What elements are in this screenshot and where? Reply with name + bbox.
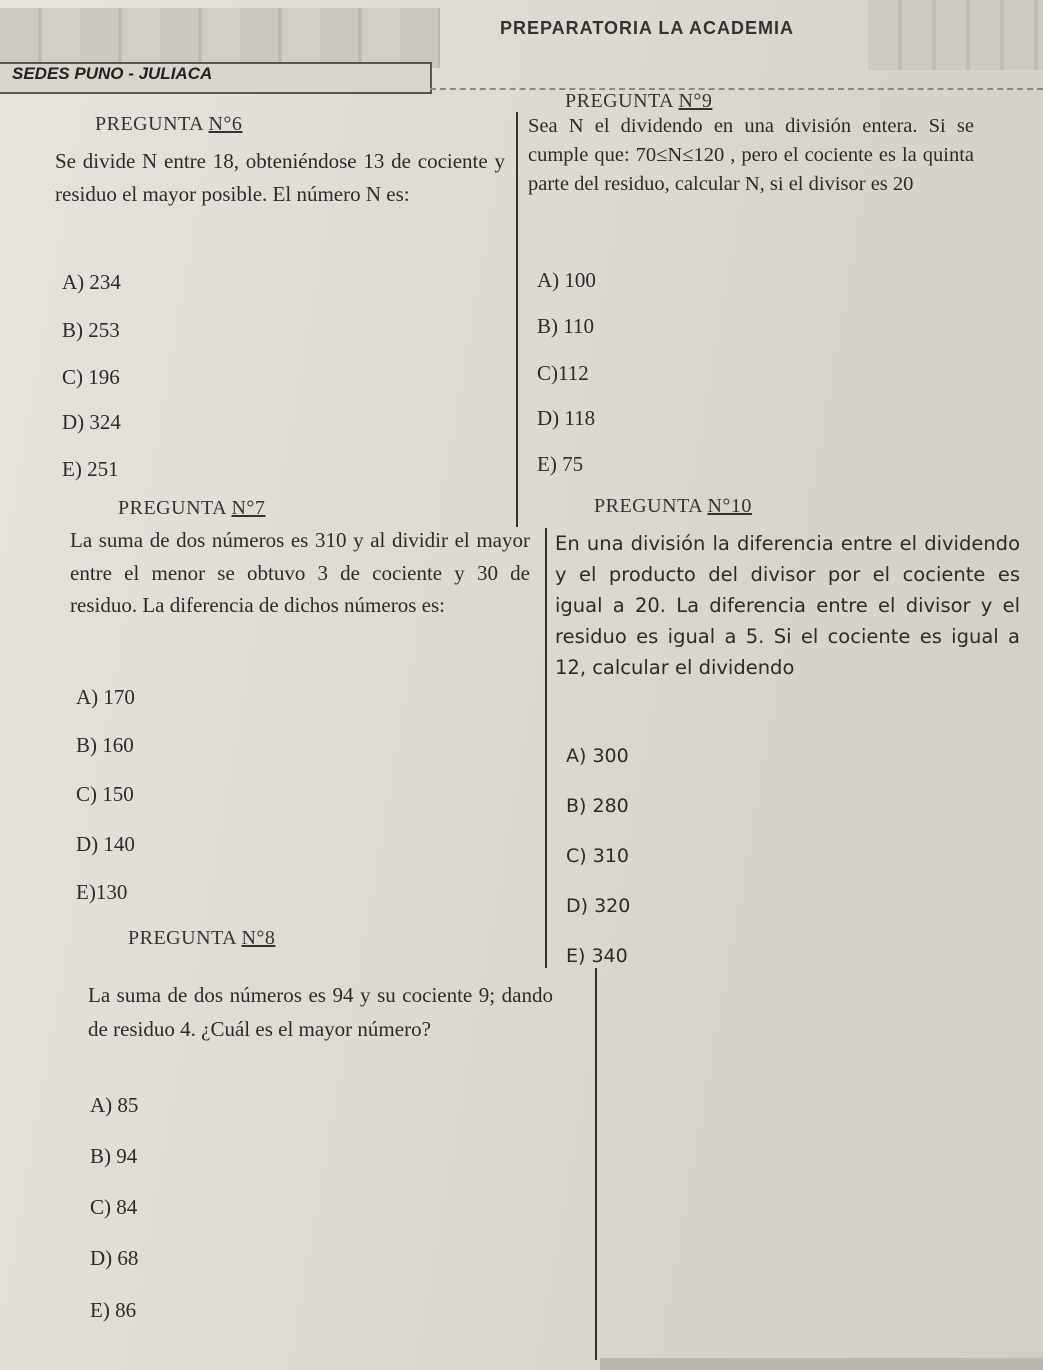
header-divider	[430, 88, 1043, 90]
question-6-number: N°6	[208, 113, 243, 135]
column-divider-bottom	[595, 968, 597, 1360]
question-8-option-e[interactable]: E) 86	[90, 1298, 137, 1322]
question-9-option-d[interactable]: D) 118	[537, 406, 596, 430]
column-divider-top	[516, 112, 518, 527]
question-9-option-a[interactable]: A) 100	[537, 268, 596, 292]
question-8-option-c[interactable]: C) 84	[90, 1195, 138, 1219]
question-10-option-a[interactable]: A) 300	[566, 745, 629, 767]
question-7-option-c[interactable]: C) 150	[76, 782, 134, 806]
question-6-option-e[interactable]: E) 251	[62, 457, 119, 481]
question-8-option-b[interactable]: B) 94	[90, 1144, 138, 1168]
column-divider-mid	[545, 528, 547, 968]
bottom-edge-strip	[600, 1358, 1043, 1370]
question-6-option-c[interactable]: C) 196	[62, 365, 120, 389]
decorative-pattern	[0, 8, 440, 68]
question-9-heading	[565, 90, 712, 113]
question-10-option-e[interactable]: E) 340	[566, 945, 628, 967]
question-10-number: N°10	[707, 495, 752, 517]
question-6-heading	[95, 113, 242, 136]
question-8-option-d[interactable]: D) 68	[90, 1246, 139, 1270]
question-8-number: N°8	[241, 927, 276, 949]
question-6-option-b[interactable]: B) 253	[62, 318, 120, 342]
question-6-option-d[interactable]: D) 324	[62, 410, 121, 434]
question-8-label: PREGUNTA	[128, 927, 236, 949]
question-9-option-e[interactable]: E) 75	[537, 452, 584, 476]
header-banner	[0, 0, 1043, 100]
question-6-label: PREGUNTA	[95, 113, 203, 135]
question-7-option-b[interactable]: B) 160	[76, 733, 134, 757]
question-7-text: La suma de dos números es 310 y al dividir el mayor entre el menor se obtuvo 3 de cociente y 30 de residuo. La diferencia de dichos números es:	[70, 528, 530, 617]
question-7-number: N°7	[231, 497, 266, 519]
school-title: PREPARATORIA LA ACADEMIA	[500, 18, 794, 38]
question-10-option-b[interactable]: B) 280	[566, 795, 629, 817]
question-9-label: PREGUNTA	[565, 90, 673, 112]
sedes-label: SEDES PUNO - JULIACA	[12, 64, 213, 83]
question-9-number: N°9	[678, 90, 713, 112]
question-8-heading	[128, 927, 275, 950]
question-8-text: La suma de dos números es 94 y su cociente 9; dando de residuo 4. ¿Cuál es el mayor número?	[88, 983, 553, 1041]
question-8-option-a[interactable]: A) 85	[90, 1093, 139, 1117]
decorative-pattern-right	[868, 0, 1043, 70]
question-10-option-d[interactable]: D) 320	[566, 895, 631, 917]
question-10-option-c[interactable]: C) 310	[566, 845, 629, 867]
question-10-text: En una división la diferencia entre el dividendo y el producto del divisor por el cociente es igual a 20. La diferencia entre el divisor y el residuo es igual a 5. Si el cociente es igual a 12, calcular el dividendo	[555, 532, 1020, 679]
question-6-option-a[interactable]: A) 234	[62, 270, 121, 294]
question-7-label: PREGUNTA	[118, 497, 226, 519]
question-6-text: Se divide N entre 18, obteniéndose 13 de cociente y residuo el mayor posible. El número N es:	[55, 149, 505, 206]
question-7-heading	[118, 497, 265, 520]
question-9-option-c[interactable]: C)112	[537, 361, 589, 385]
question-10-label: PREGUNTA	[594, 495, 702, 517]
question-7-option-a[interactable]: A) 170	[76, 685, 135, 709]
question-9-text: Sea N el dividendo en una división entera. Si se cumple que: 70≤N≤120 , pero el cociente es la quinta parte del residuo, calcular N, si el divisor es 20	[528, 115, 974, 195]
question-7-option-e[interactable]: E)130	[76, 880, 128, 904]
question-7-option-d[interactable]: D) 140	[76, 832, 135, 856]
question-10-heading	[594, 495, 752, 518]
question-9-option-b[interactable]: B) 110	[537, 314, 594, 338]
